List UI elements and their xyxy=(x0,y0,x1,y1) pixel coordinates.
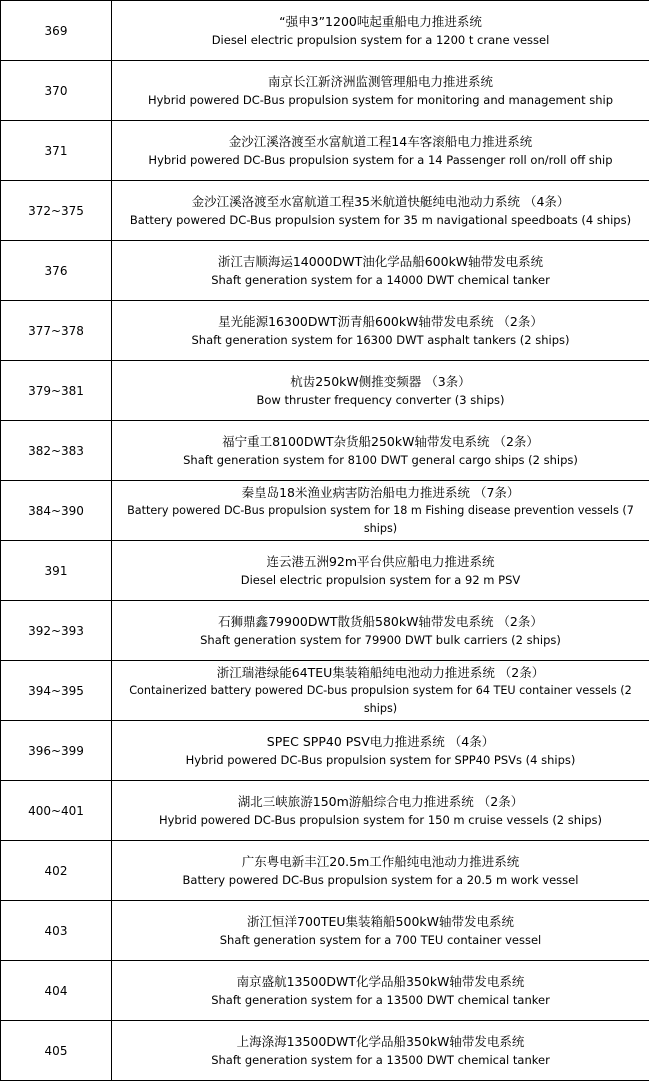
project-title-zh: 湖北三峡旅游150m游船综合电力推进系统 （2条） xyxy=(237,793,524,809)
project-title-zh: 上海涤海13500DWT化学品船350kW轴带发电系统 xyxy=(236,1033,525,1049)
project-title-en: Diesel electric propulsion system for a 1200 t crane vessel xyxy=(211,32,550,47)
table-row xyxy=(1,421,649,481)
project-title-en: Shaft generation system for a 14000 DWT chemical tanker xyxy=(211,272,550,287)
table-row xyxy=(1,1021,649,1081)
project-title-en: Shaft generation system for a 700 TEU container vessel xyxy=(219,932,542,947)
table-row xyxy=(1,901,649,961)
project-number: 392~393 xyxy=(1,601,112,661)
table-row xyxy=(1,361,649,421)
project-number: 403 xyxy=(1,901,112,961)
table-row xyxy=(1,121,649,181)
project-title-zh: 浙江瑞港绿能64TEU集装箱船纯电池动力推进系统 （2条） xyxy=(216,665,545,680)
project-number: 405 xyxy=(1,1021,112,1081)
project-number: 369 xyxy=(1,1,112,61)
project-description xyxy=(112,241,649,301)
project-title-zh: 石狮鼎鑫79900DWT散货船580kW轴带发电系统 （2条） xyxy=(218,613,543,629)
project-number: 372~375 xyxy=(1,181,112,241)
table-row xyxy=(1,841,649,901)
table-row xyxy=(1,181,649,241)
project-number: 402 xyxy=(1,841,112,901)
project-description xyxy=(112,961,649,1021)
project-title-en: Battery powered DC-Bus propulsion system for a 20.5 m work vessel xyxy=(182,872,579,887)
project-description xyxy=(112,841,649,901)
project-number: 379~381 xyxy=(1,361,112,421)
project-description xyxy=(112,1,649,61)
project-title-en: Hybrid powered DC-Bus propulsion system for monitoring and management ship xyxy=(147,92,614,107)
table-row xyxy=(1,781,649,841)
project-description xyxy=(112,361,649,421)
table-row xyxy=(1,601,649,661)
project-title-en: Battery powered DC-Bus propulsion system for 35 m navigational speedboats (4 ships) xyxy=(129,212,632,227)
project-number: 394~395 xyxy=(1,661,112,721)
project-number: 382~383 xyxy=(1,421,112,481)
project-number: 376 xyxy=(1,241,112,301)
project-title-zh: 福宁重工8100DWT杂货船250kW轴带发电系统 （2条） xyxy=(222,433,539,449)
table-row xyxy=(1,301,649,361)
project-number: 391 xyxy=(1,541,112,601)
project-title-en: Shaft generation system for 8100 DWT general cargo ships (2 ships) xyxy=(183,452,578,467)
project-title-en: Shaft generation system for a 13500 DWT chemical tanker xyxy=(211,992,550,1007)
project-title-en: Diesel electric propulsion system for a 92 m PSV xyxy=(240,572,521,587)
project-title-zh: 浙江吉顺海运14000DWT油化学品船600kW轴带发电系统 xyxy=(217,253,544,269)
project-description xyxy=(112,541,649,601)
project-title-en: Battery powered DC-Bus propulsion system for 18 m Fishing disease prevention vessels (7 ships) xyxy=(127,504,634,535)
table-row xyxy=(1,661,649,721)
project-title-zh: 连云港五洲92m平台供应船电力推进系统 xyxy=(266,553,495,569)
project-description xyxy=(112,1021,649,1081)
table-row xyxy=(1,61,649,121)
project-description xyxy=(112,781,649,841)
project-description xyxy=(112,661,649,721)
project-title-en: Shaft generation system for 16300 DWT asphalt tankers (2 ships) xyxy=(191,332,570,347)
project-description xyxy=(112,181,649,241)
project-title-zh: 杭齿250kW侧推变频器 （3条） xyxy=(290,373,471,389)
project-number: 396~399 xyxy=(1,721,112,781)
project-description xyxy=(112,421,649,481)
table-row xyxy=(1,541,649,601)
table-row xyxy=(1,1,649,61)
project-title-en: Bow thruster frequency converter (3 ships) xyxy=(256,392,505,407)
project-title-zh: 广东粤电新丰江20.5m工作船纯电池动力推进系统 xyxy=(241,853,520,869)
table-row xyxy=(1,961,649,1021)
project-number: 370 xyxy=(1,61,112,121)
project-title-zh: 浙江恒洋700TEU集装箱船500kW轴带发电系统 xyxy=(247,913,514,929)
project-title-zh: 金沙江溪洛渡至水富航道工程35米航道快艇纯电池动力系统 （4条） xyxy=(191,193,570,209)
project-description xyxy=(112,481,649,541)
table-row xyxy=(1,721,649,781)
project-number: 404 xyxy=(1,961,112,1021)
project-number: 400~401 xyxy=(1,781,112,841)
project-number: 377~378 xyxy=(1,301,112,361)
project-description xyxy=(112,721,649,781)
project-title-zh: SPEC SPP40 PSV电力推进系统 （4条） xyxy=(266,733,495,749)
project-title-zh: 南京长江新济洲监测管理船电力推进系统 xyxy=(267,73,493,89)
table-row xyxy=(1,481,649,541)
project-title-zh: “强申3”1200吨起重船电力推进系统 xyxy=(279,13,482,29)
project-description xyxy=(112,901,649,961)
project-title-en: Containerized battery powered DC-bus propulsion system for 64 TEU container vessels (2 ships) xyxy=(129,684,632,715)
project-number: 371 xyxy=(1,121,112,181)
project-description xyxy=(112,61,649,121)
project-title-zh: 秦皇岛18米渔业病害防治船电力推进系统 （7条） xyxy=(241,485,520,500)
project-title-en: Shaft generation system for 79900 DWT bulk carriers (2 ships) xyxy=(200,632,561,647)
project-title-zh: 金沙江溪洛渡至水富航道工程14车客滚船电力推进系统 xyxy=(228,133,533,149)
project-title-en: Hybrid powered DC-Bus propulsion system for SPP40 PSVs (4 ships) xyxy=(185,752,576,767)
project-number: 384~390 xyxy=(1,481,112,541)
project-description xyxy=(112,301,649,361)
project-title-en: Hybrid powered DC-Bus propulsion system for 150 m cruise vessels (2 ships) xyxy=(158,812,603,827)
project-title-zh: 星光能源16300DWT沥青船600kW轴带发电系统 （2条） xyxy=(218,313,543,329)
table-row xyxy=(1,241,649,301)
project-description xyxy=(112,121,649,181)
project-title-en: Shaft generation system for a 13500 DWT chemical tanker xyxy=(211,1052,550,1067)
project-title-zh: 南京盛航13500DWT化学品船350kW轴带发电系统 xyxy=(236,973,525,989)
project-title-en: Hybrid powered DC-Bus propulsion system for a 14 Passenger roll on/roll off ship xyxy=(148,152,613,167)
project-description xyxy=(112,601,649,661)
